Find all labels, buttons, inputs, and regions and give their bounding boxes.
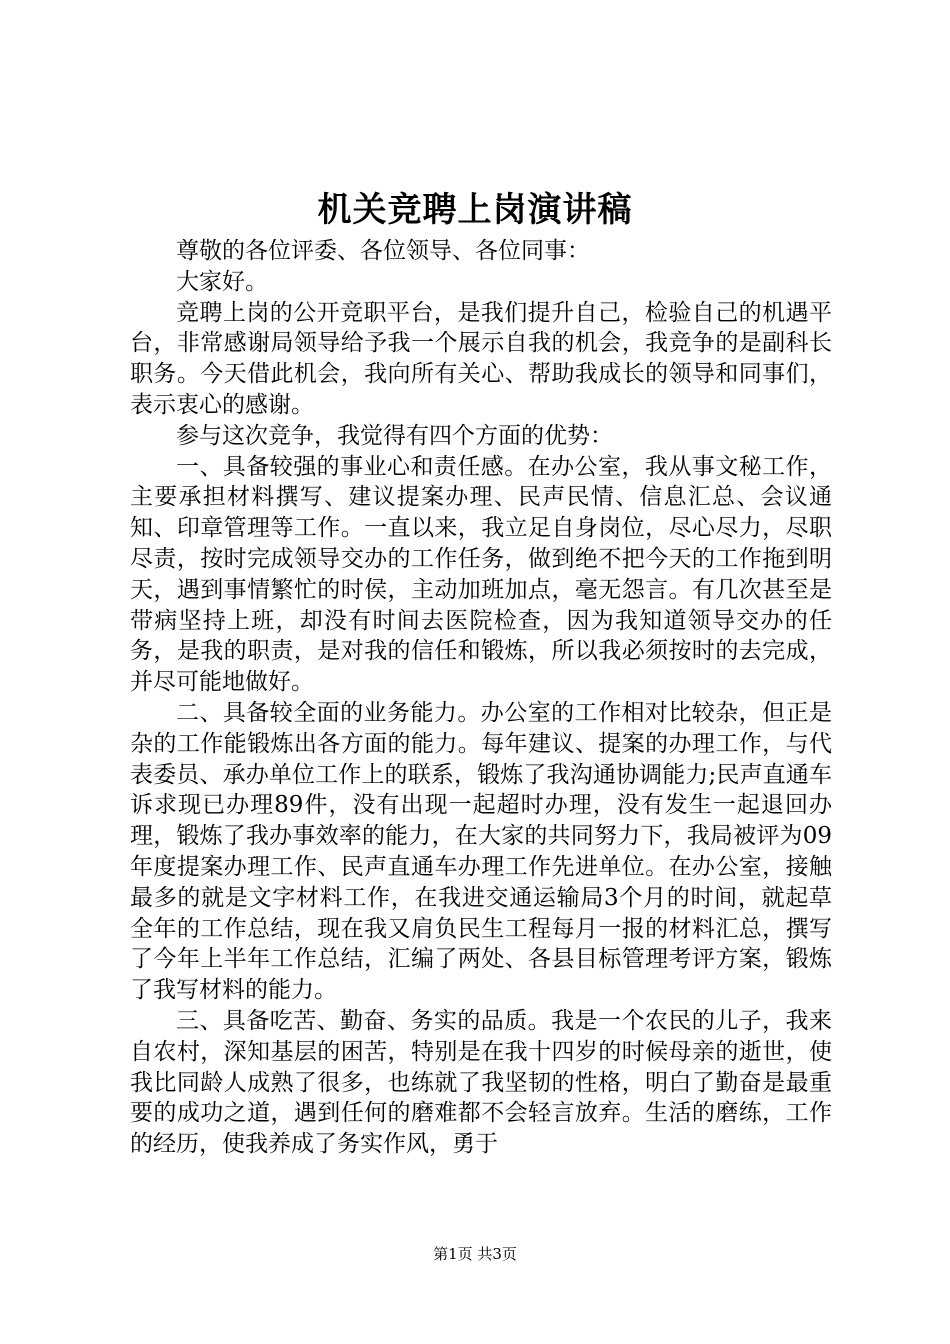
advantage-three-paragraph: 三、具备吃苦、勤奋、务实的品质。我是一个农民的儿子，我来自农村，深知基层的困苦，特别是在我十四岁的时候母亲的逝世，使我比同龄人成熟了很多，也练就了我坚韧的性格，明白了勤奋是最重要的成功之道，遇到任何的磨难都不会轻言放弃。生活的磨练，工作的经历，使我养成了务实作风，勇于 <box>130 1007 832 1158</box>
salutation-paragraph: 尊敬的各位评委、各位领导、各位同事： <box>176 238 590 264</box>
page-footer: 第1页 共3页 <box>433 1245 517 1263</box>
greeting-paragraph: 大家好。 <box>176 268 268 295</box>
intro-paragraph: 竞聘上岗的公开竞职平台，是我们提升自己，检验自己的机遇平台，非常感谢局领导给予我一个展示自我的机会，我竞争的是副科长职务。今天借此机会，我向所有关心、帮助我成长的领导和同事们，表示衷心的感谢。 <box>130 299 832 418</box>
document-body <box>130 236 832 1160</box>
document-title: 机关竞聘上岗演讲稿 <box>317 190 633 230</box>
advantages-lead-paragraph: 参与这次竞争，我觉得有四个方面的优势： <box>176 422 613 449</box>
advantage-one-paragraph: 一、具备较强的事业心和责任感。在办公室，我从事文秘工作，主要承担材料撰写、建议提案办理、民声民情、信息汇总、会议通知、印章管理等工作。一直以来，我立足自身岗位，尽心尽力，尽职尽责，按时完成领导交办的工作任务，做到绝不把今天的工作拖到明天，遇到事情繁忙的时侯，主动加班加点，毫无怨言。有几次甚至是带病坚持上班，却没有时间去医院检查，因为我知道领导交办的任务，是我的职责，是对我的信任和锻炼，所以我必须按时的去完成，并尽可能地做好。 <box>130 453 832 696</box>
advantage-two-paragraph: 二、具备较全面的业务能力。办公室的工作相对比较杂，但正是杂的工作能锻炼出各方面的能力。每年建议、提案的办理工作，与代表委员、承办单位工作上的联系，锻炼了我沟通协调能力;民声直通车诉求现已办理89件，没有出现一起超时办理，没有发生一起退回办理，锻炼了我办事效率的能力，在大家的共同努力下，我局被评为09年度提案办理工作、民声直通车办理工作先进单位。在办公室，接触最多的就是文字材料工作，在我进交通运输局3个月的时间，就起草全年的工作总结，现在我又肩负民生工程每月一报的材料汇总，撰写了今年上半年工作总结，汇编了两处、各县目标管理考评方案，锻炼了我写材料的能力。 <box>130 699 832 1004</box>
